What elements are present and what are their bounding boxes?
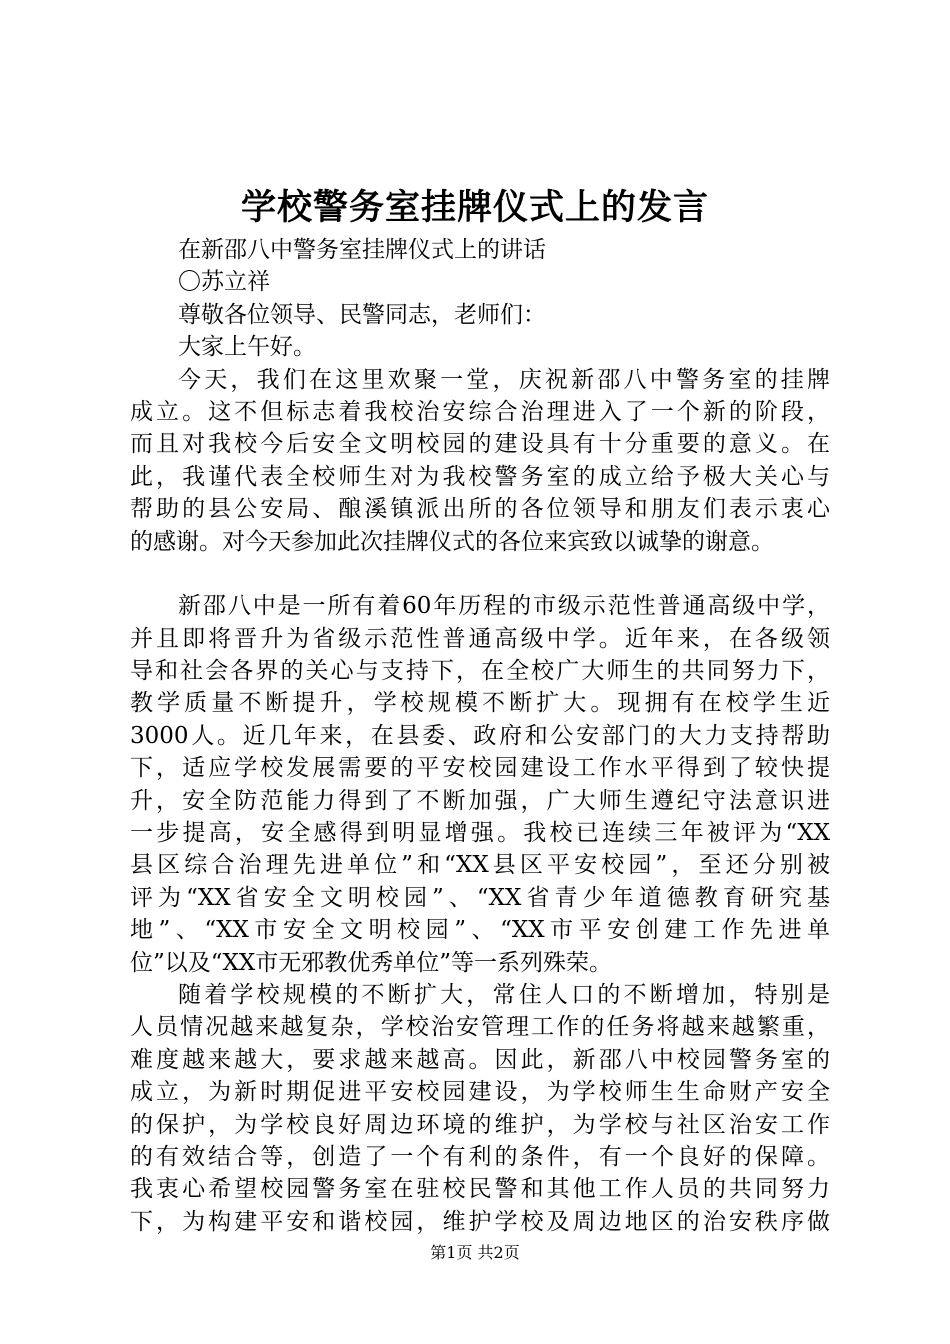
text-line: 新邵八中是一所有着60年历程的市级示范性普通高级中学， (178, 593, 830, 620)
text-line: 的感谢。对今天参加此次挂牌仪式的各位来宾致以诚挚的谢意。 (130, 528, 774, 555)
blank-line (130, 558, 830, 590)
text-line: 3000人。近几年来，在县委、政府和公安部门的大力支持帮助 (130, 722, 830, 749)
text-line: 大家上午好。 (178, 334, 316, 361)
text-line: 教学质量不断提升，学校规模不断扩大。现拥有在校学生近 (130, 690, 830, 717)
text-line: 我衷心希望校园警务室在驻校民警和其他工作人员的共同努力 (130, 1176, 830, 1203)
text-line: 〇苏立祥 (178, 269, 270, 296)
text-line: 帮助的县公安局、酿溪镇派出所的各位领导和朋友们表示衷心 (130, 496, 830, 523)
text-line: 升，安全防范能力得到了不断加强，广大师生遵纪守法意识进 (130, 787, 830, 814)
text-line: 成立。这不但标志着我校治安综合治理进入了一个新的阶段， (130, 398, 830, 425)
text-line: 成立，为新时期促进平安校园建设，为学校师生生命财产安全 (130, 1079, 830, 1106)
text-line: 人员情况越来越复杂，学校治安管理工作的任务将越来越繁重， (130, 1014, 830, 1041)
text-line: 的有效结合等，创造了一个有利的条件，有一个良好的保障。 (130, 1143, 830, 1170)
text-line: 导和社会各界的关心与支持下，在全校广大师生的共同努力下， (130, 658, 830, 685)
document-body (130, 234, 830, 1238)
text-line: 并且即将晋升为省级示范性普通高级中学。近年来，在各级领 (130, 625, 830, 652)
text-line: 难度越来越大，要求越来越高。因此，新邵八中校园警务室的 (130, 1046, 830, 1073)
text-line: 在新邵八中警务室挂牌仪式上的讲话 (178, 237, 546, 263)
text-line: 下，适应学校发展需要的平安校园建设工作水平得到了较快提 (130, 755, 830, 782)
text-line: 的保护，为学校良好周边环境的维护，为学校与社区治安工作 (130, 1111, 830, 1138)
page-footer: 第1页 共2页 (430, 1243, 520, 1262)
text-line: 尊敬各位领导、民警同志，老师们： (178, 301, 546, 328)
text-line: 一步提高，安全感得到明显增强。我校已连续三年被评为“XX (130, 820, 830, 847)
text-line: 下，为构建平安和谐校园，维护学校及周边地区的治安秩序做 (130, 1208, 830, 1235)
text-line: 县区综合治理先进单位”和“XX县区平安校园”，至还分别被 (130, 852, 830, 879)
text-line: 今天，我们在这里欢聚一堂，庆祝新邵八中警务室的挂牌 (178, 366, 830, 393)
text-line: 此，我谨代表全校师生对为我校警务室的成立给予极大关心与 (130, 463, 830, 490)
text-line: 而且对我校今后安全文明校园的建设具有十分重要的意义。在 (130, 431, 830, 458)
text-line: 地”、“XX市安全文明校园”、“XX市平安创建工作先进单 (130, 917, 830, 944)
text-line: 评为“XX省安全文明校园”、“XX省青少年道德教育研究基 (130, 884, 830, 911)
document-title: 学校警务室挂牌仪式上的发言 (240, 187, 709, 228)
text-line: 位”以及“XX市无邪教优秀单位”等一系列殊荣。 (130, 949, 613, 976)
text-line: 随着学校规模的不断扩大，常住人口的不断增加，特别是 (178, 981, 830, 1008)
